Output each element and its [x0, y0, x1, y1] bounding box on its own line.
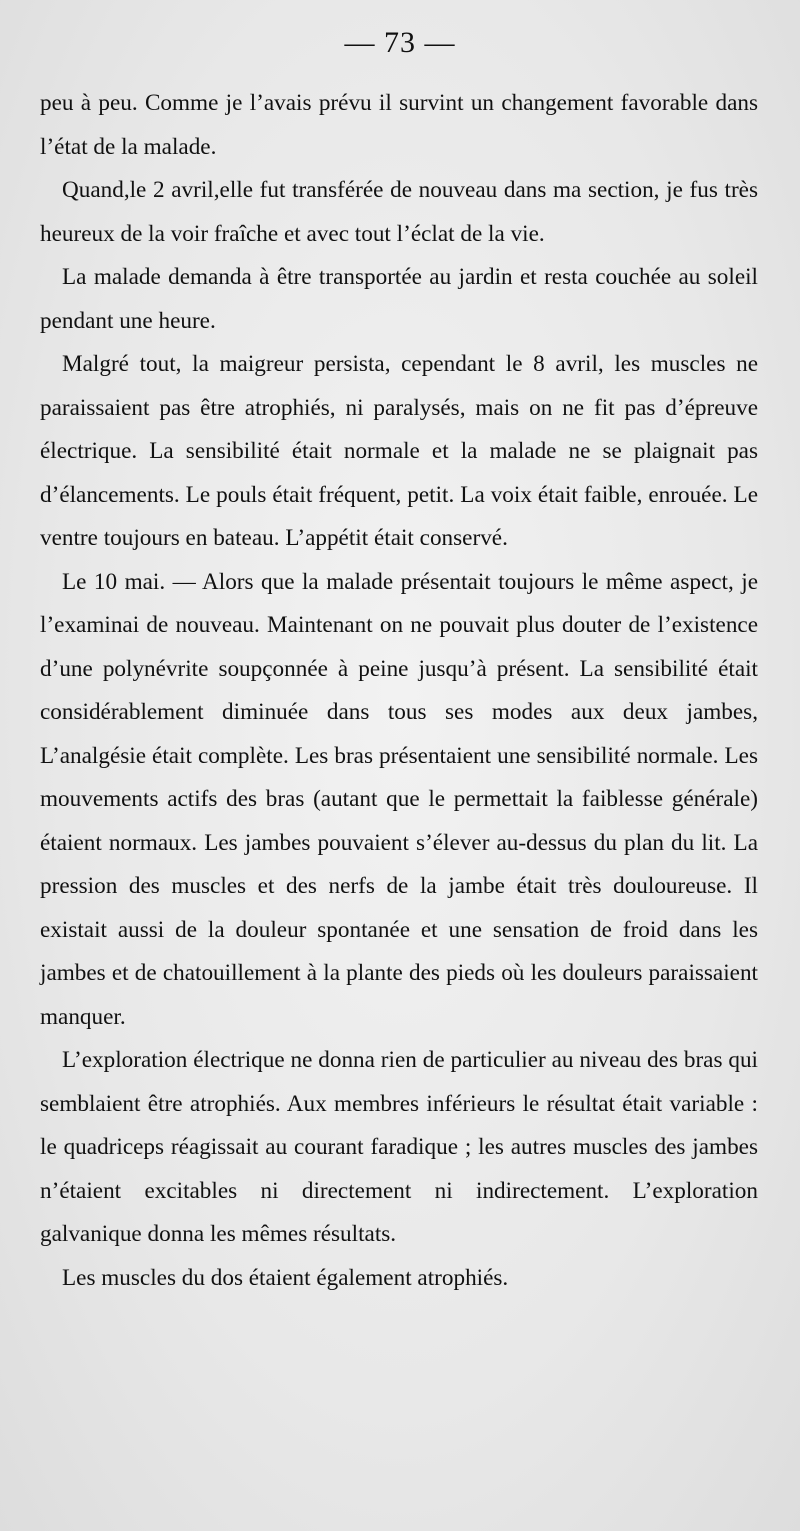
paragraph-5: Le 10 mai. — Alors que la malade présentait toujours le même aspect, je l’examinai de nouveau. Maintenant on ne pouvait plus douter de l’existence d’une polynévrite soupçonnée à peine jusqu’à présent. La sensibilité était considérablement diminuée dans tous ses modes aux deux jambes, L’analgésie était complète. Les bras présentaient une sensibilité normale. Les mouvements actifs des bras (autant que le permettait la faiblesse générale) étaient normaux. Les jambes pouvaient s’élever au-dessus du plan du lit. La pression des muscles et des nerfs de la jambe était très douloureuse. Il existait aussi de la douleur spontanée et une sensation de froid dans les jambes et de chatouillement à la plante des pieds où les douleurs paraissaient manquer. — [40, 568, 758, 1030]
paragraph-6: L’exploration électrique ne donna rien de particulier au niveau des bras qui semblaient être atrophiés. Aux membres inférieurs le résultat était variable : le quadriceps réagissait au courant faradique ; les autres muscles des jambes n’étaient excitables ni directement ni indirectement. L’exploration galvanique donna les mêmes résultats. — [40, 1047, 758, 1247]
paragraph-4: Malgré tout, la maigreur persista, cependant le 8 avril, les muscles ne paraissaient pas être atrophiés, ni paralysés, mais on ne fit pas d’épreuve électrique. La sensibilité était normale et la malade ne se plaignait pas d’élancements. Le pouls était fréquent, petit. La voix était faible, enrouée. Le ventre toujours en bateau. L’appétit était conservé. — [40, 351, 758, 551]
paragraph-7: Les muscles du dos étaient également atrophiés. — [62, 1264, 509, 1291]
body-text — [40, 82, 758, 1300]
paragraph-3: La malade demanda à être transportée au jardin et resta couchée au soleil pendant une heure. — [40, 264, 758, 334]
paragraph-1: peu à peu. Comme je l’avais prévu il survint un changement favorable dans l’état de la malade. — [40, 90, 758, 160]
paragraph-2: Quand,le 2 avril,elle fut transférée de nouveau dans ma section, je fus très heureux de la voir fraîche et avec tout l’éclat de la vie. — [40, 177, 758, 247]
page-number: — 73 — — [344, 26, 456, 59]
